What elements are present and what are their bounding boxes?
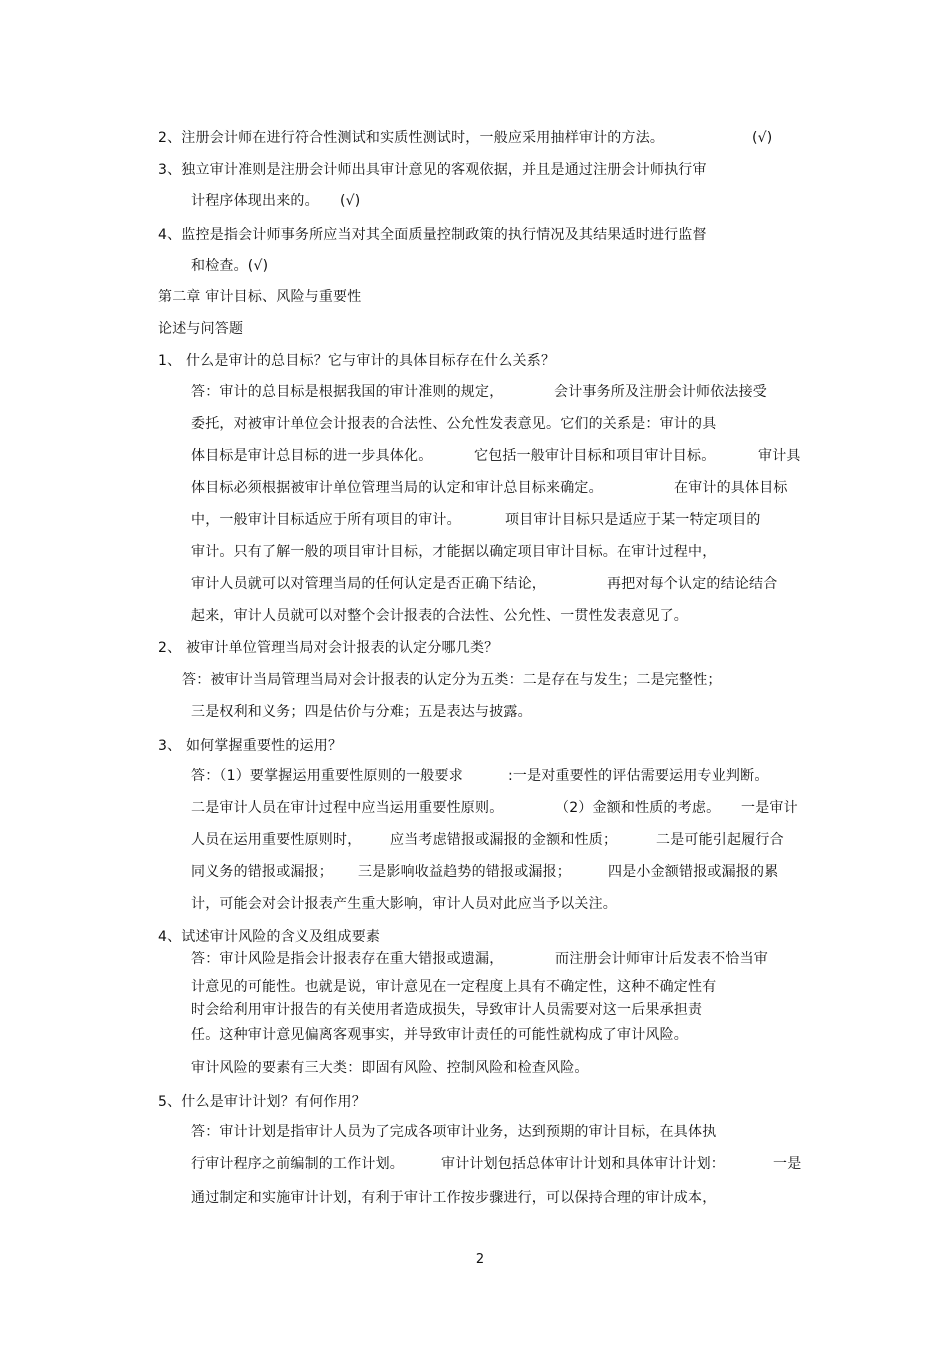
text-line: (√) (752, 130, 773, 146)
text-line: 审计风险的要素有三大类：即固有风险、控制风险和检查风险。 (191, 1060, 589, 1076)
text-line: 人员在运用重要性原则时， (191, 832, 362, 848)
text-line: (√) (340, 193, 361, 209)
text-line: 而注册会计师审计后发表不恰当审 (555, 951, 768, 967)
text-line: 中，一般审计目标适应于所有项目的审计。 (191, 512, 461, 528)
text-line: 体目标必须根据被审计单位管理当局的认定和审计总目标来确定。 (191, 480, 603, 496)
text-line: 一是 (773, 1156, 802, 1172)
text-line: 起来，审计人员就可以对整个会计报表的合法性、公允性、一贯性发表意见了。 (191, 608, 688, 624)
text-line: 第二章 审计目标、风险与重要性 (158, 289, 362, 305)
text-line: 四是小金额错报或漏报的累 (608, 864, 779, 880)
text-line: 任。这种审计意见偏离客观事实，并导致审计责任的可能性就构成了审计风险。 (191, 1027, 688, 1043)
text-line: 1、 什么是审计的总目标？它与审计的具体目标存在什么关系？ (158, 353, 556, 369)
text-line: 三是影响收益趋势的错报或漏报； (358, 864, 571, 880)
text-line: 二是可能引起履行合 (656, 832, 784, 848)
text-line: 体目标是审计总目标的进一步具体化。 (191, 448, 433, 464)
text-line: 在审计的具体目标 (674, 480, 788, 496)
text-line: 应当考虑错报或漏报的金额和性质； (390, 832, 618, 848)
text-line: 5、什么是审计计划？有何作用？ (158, 1094, 366, 1110)
text-line: 它包括一般审计目标和项目审计目标。 (474, 448, 716, 464)
text-line: 二是审计人员在审计过程中应当运用重要性原则。 (191, 800, 504, 816)
text-line: 再把对每个认定的结论结合 (607, 576, 778, 592)
text-line: 审计。只有了解一般的项目审计目标，才能据以确定项目审计目标。在审计过程中， (191, 544, 717, 560)
text-line: 委托，对被审计单位会计报表的合法性、公允性发表意见。它们的关系是：审计的具 (191, 416, 717, 432)
text-line: 答：审计风险是指会计报表存在重大错报或遗漏， (191, 951, 504, 967)
text-line: 审计具 (758, 448, 801, 464)
text-line: 论述与问答题 (158, 321, 244, 337)
text-line: 答：（1）要掌握运用重要性原则的一般要求 (191, 768, 463, 784)
text-line: 行审计程序之前编制的工作计划。 (191, 1156, 404, 1172)
text-line: 计程序体现出来的。 (191, 193, 319, 209)
text-line: 通过制定和实施审计计划，有利于审计工作按步骤进行，可以保持合理的审计成本， (191, 1190, 717, 1206)
text-line: 三是权利和义务；四是估价与分难；五是表达与披露。 (191, 704, 532, 720)
text-line: 和检查。(√) (191, 258, 269, 274)
text-line: 3、独立审计准则是注册会计师出具审计意见的客观依据，并且是通过注册会计师执行审 (158, 162, 707, 178)
text-line: 答：审计计划是指审计人员为了完成各项审计业务，达到预期的审计目标，在具体执 (191, 1124, 717, 1140)
text-line: 答：被审计当局管理当局对会计报表的认定分为五类：二是存在与发生；二是完整性； (182, 672, 722, 688)
text-line: 同义务的错报或漏报； (191, 864, 333, 880)
text-line: 项目审计目标只是适应于某一特定项目的 (505, 512, 761, 528)
text-line: 计，可能会对会计报表产生重大影响，审计人员对此应当予以关注。 (191, 896, 617, 912)
text-line: 时会给利用审计报告的有关使用者造成损失，导致审计人员需要对这一后果承担责 (191, 1002, 703, 1018)
text-line: 2、注册会计师在进行符合性测试和实质性测试时，一般应采用抽样审计的方法。 (158, 130, 665, 146)
text-line: 2、 被审计单位管理当局对会计报表的认定分哪几类？ (158, 640, 499, 656)
text-line: 审计计划包括总体审计计划和具体审计计划： (441, 1156, 725, 1172)
text-line: （2）金额和性质的考虑。 (555, 800, 721, 816)
text-line: 答：审计的总目标是根据我国的审计准则的规定， (191, 384, 504, 400)
text-line: 3、 如何掌握重要性的运用？ (158, 738, 343, 754)
text-line: 4、监控是指会计师事务所应当对其全面质量控制政策的执行情况及其结果适时进行监督 (158, 227, 707, 243)
text-line: 一是审计 (741, 800, 798, 816)
text-line: :一是对重要性的评估需要运用专业判断。 (508, 768, 769, 784)
text-line: 计意见的可能性。也就是说，审计意见在一定程度上具有不确定性，这种不确定性有 (191, 979, 717, 995)
text-line: 4、试述审计风险的含义及组成要素 (158, 929, 381, 945)
text-line: 会计事务所及注册会计师依法接受 (554, 384, 767, 400)
page-number: 2 (475, 1252, 485, 1267)
text-line: 审计人员就可以对管理当局的任何认定是否正确下结论， (191, 576, 546, 592)
